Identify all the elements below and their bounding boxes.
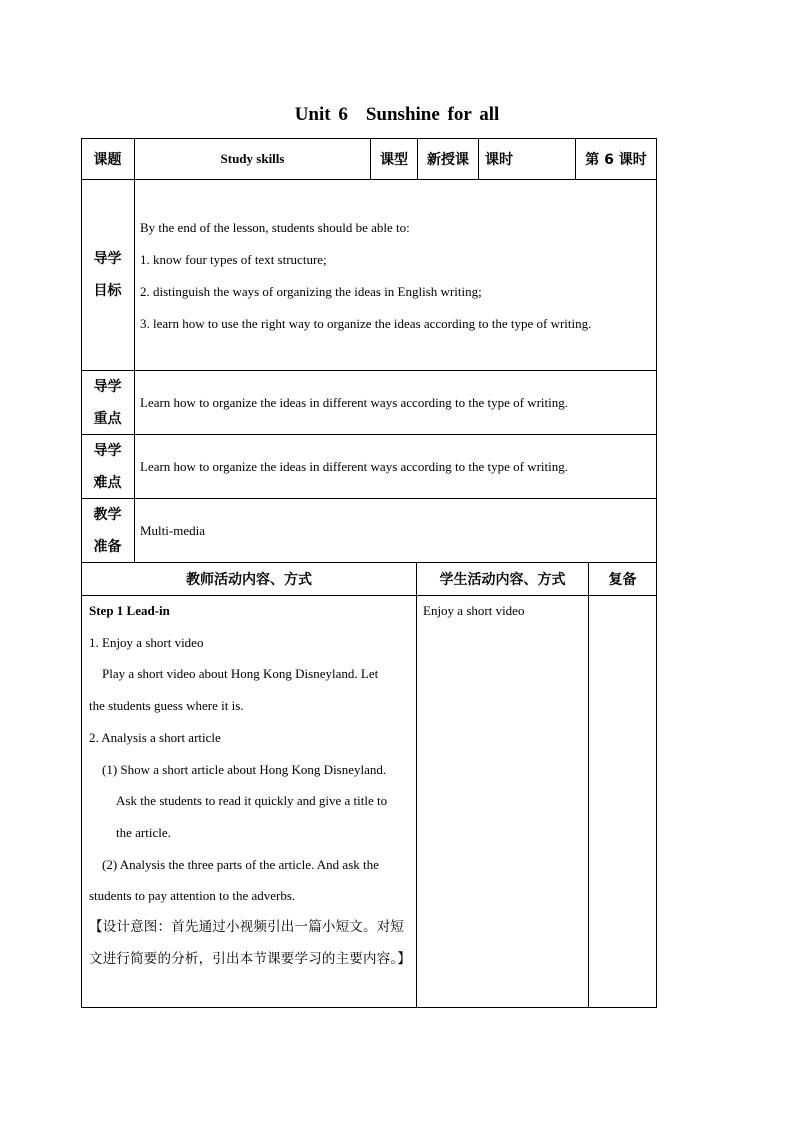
review-header: 复备: [608, 572, 637, 588]
activity-text: Ask the students to read it quickly and give a title to: [116, 793, 388, 809]
student-activity-text: Enjoy a short video: [423, 603, 525, 618]
objectives-intro: By the end of the lesson, students should be able to:: [140, 220, 410, 235]
key-points-text: Learn how to organize the ideas in different ways according to the type of writing.: [140, 394, 569, 410]
review-cell: [589, 596, 656, 1007]
activity-item-title: 1. Enjoy a short video: [89, 634, 204, 650]
activity-item-title: 2. Analysis a short article: [89, 729, 221, 745]
difficulties-text: Learn how to organize the ideas in different ways according to the type of writing.: [140, 458, 569, 474]
preparation-text: Multi-media: [140, 522, 205, 538]
design-intent-line: 文进行简要的分析，引出本节课要学习的主要内容。】: [89, 950, 412, 967]
key-points-label-line2: 重点: [93, 410, 122, 427]
title-unit: Unit 6: [294, 104, 348, 125]
step-title: Step 1 Lead-in: [89, 603, 170, 618]
objectives-list: [140, 212, 652, 340]
difficulties-label-line1: 导学: [93, 442, 122, 459]
difficulties-label-line2: 难点: [93, 474, 122, 491]
objectives-label: [81, 180, 134, 370]
activity-text: (2) Analysis the three parts of the article. And ask the: [102, 856, 379, 872]
difficulties-label: [81, 435, 134, 498]
preparation-label-line1: 教学: [93, 506, 122, 523]
type-value: 新授课: [427, 152, 469, 168]
objective-item: 1. know four types of text structure;: [140, 252, 327, 267]
topic-label: 课题: [93, 152, 122, 168]
objective-item: 3. learn how to use the right way to organize the ideas according to the type of writing.: [140, 316, 592, 331]
design-intent-line: 【设计意图：首先通过小视频引出一篇小短文。对短: [89, 919, 405, 936]
key-points-label-line1: 导学: [93, 378, 122, 395]
teacher-activity-header: 教师活动内容、方式: [186, 572, 312, 588]
activity-text: the article.: [116, 824, 171, 840]
objectives-label-line2: 目标: [93, 283, 122, 299]
teacher-activity-content: [89, 595, 410, 975]
preparation-label-line2: 准备: [93, 538, 122, 555]
student-activity-header: 学生活动内容、方式: [439, 572, 566, 588]
activity-text: students to pay attention to the adverbs.: [89, 888, 296, 904]
title-theme: Sunshine for all: [365, 104, 500, 125]
objective-item: 2. distinguish the ways of organizing the ideas in English writing;: [140, 284, 482, 299]
topic-value: Study skills: [220, 151, 285, 166]
preparation-label: [81, 499, 134, 562]
objectives-label-line1: 导学: [93, 251, 122, 267]
activity-text: (1) Show a short article about Hong Kong Disneyland.: [102, 761, 387, 777]
page-title: [0, 104, 794, 126]
student-activity-content: [423, 595, 583, 627]
activity-text: the students guess where it is.: [89, 698, 244, 714]
activity-text: Play a short video about Hong Kong Disneyland. Let: [102, 666, 379, 682]
period-label: 课时: [485, 152, 513, 168]
period-value: 第 6 课时: [585, 152, 647, 168]
key-points-label: [81, 371, 134, 434]
type-label: 课型: [380, 152, 408, 168]
